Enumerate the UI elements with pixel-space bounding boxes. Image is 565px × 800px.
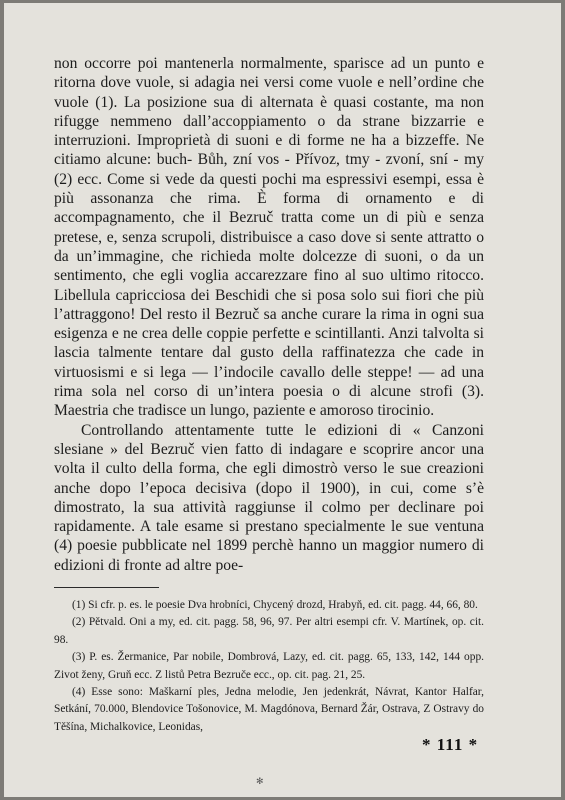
page-number: * 111 *	[422, 735, 479, 754]
print-mark-icon: ✻	[256, 777, 264, 787]
footnote: (4) Esse sono: Maškarní ples, Jedna melodie, Jen jedenkrát, Návrat, Kantor Halfar, Setkání, 70.000, Blendovice Tošonovice, M. Magdónova, Bernard Žár, Ostrava, Z Ostravy do Těšína, Michalkovice, Leonidas,	[54, 686, 484, 733]
book-page	[4, 3, 561, 797]
footnote: (3) P. es. Žermanice, Par nobile, Dombrová, Lazy, ed. cit. pagg. 65, 133, 142, 144 opp. Zivot ženy, Gruň ecc. Z listů Petra Bezruče ecc., op. cit. pag. 21, 25.	[54, 651, 484, 681]
footnote: (1) Si cfr. p. es. le poesie Dva hrobníci, Chycený drozd, Hrabyň, ed. cit. pagg. 44, 66, 80.	[72, 599, 478, 612]
footnote: (2) Pětvald. Oni a my, ed. cit. pagg. 58, 96, 97. Per altri esempi cfr. V. Martínek, op. cit. 98.	[54, 616, 484, 646]
footnote-separator	[54, 587, 159, 588]
body-paragraph: Controllando attentamente tutte le edizioni di « Canzoni slesiane » del Bezruč vien fatto di indagare e scoprire ancor una volta il culto della forma, che egli dimostrò verso le sue creazioni anche dopo l’epoca decisiva (dopo il 1900), in cui, come s’è dimostrato, la sua attività raggiunse il colmo per declinare poi rapidamente. A tale esame si prestano specialmente le sue ventuna (4) poesie pubblicate nel 1899 perchè hanno un maggior numero di edizioni di fronte ad altre poe-	[54, 421, 484, 574]
page-text	[54, 54, 484, 736]
body-paragraph: non occorre poi mantenerla normalmente, sparisce ad un punto e ritorna dove vuole, si adagia nei versi come vuole e nell’ordine che vuole (1). La posizione sua di alternata è quasi costante, ma non rifugge nemmeno dall’accoppiamento o da strane bizzarrie e interruzioni. Improprietà di suoni e di forme ne ha a bizzeffe. Ne citiamo alcune: buch- Bůh, zní vos - Přívoz, tmy - zvoní, sní - my (2) ecc. Come si vede da questi pochi ma espressivi esempi, essa è più assonanza che rima. È forma di ornamento e di accompagnamento, che il Bezruč tratta come un di più e senza pretese, e, senza scrupoli, distribuisce a caso dove si sente attratto o da un’immagine, che richieda molte dolcezze di suoni, o da un sentimento, che egli voglia accarezzare fino al suo ultimo ritocco. Libellula capricciosa dei Beschidi che si posa solo sui fiori che più l’attraggono! Del resto il Bezruč sa anche curare la rima in ogni sua esigenza e ne crea delle coppie perfette e scintillanti. Anzi talvolta si lascia talmente tentare dal gusto della raffinatezza che cade in virtuosismi e si lega — l’indocile cavallo delle steppe! — ad una rima sola nel corso di un’intera poesia o di alcune strofi (3). Maestria che tradisce un lungo, paziente e amoroso tirocinio.	[54, 55, 484, 420]
